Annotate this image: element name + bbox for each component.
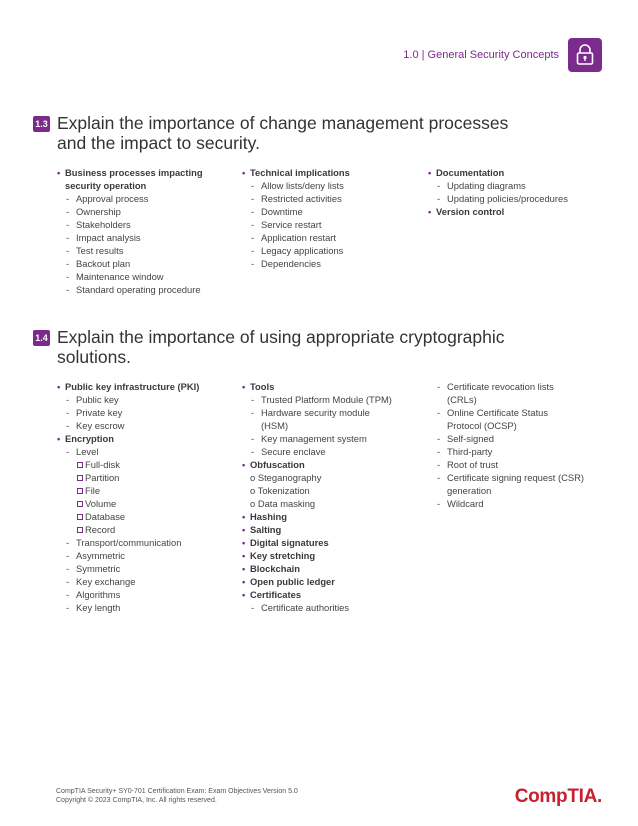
objective-subtopic: - Restricted activities <box>242 192 350 205</box>
objective-title-line: Explain the importance of using appropriate cryptographic <box>57 327 505 347</box>
objective-subtopic: - Root of trust <box>428 458 613 471</box>
objective-subtopic: o Tokenization <box>250 485 310 496</box>
objective-subtopic: - Algorithms <box>57 588 199 601</box>
objective-subtopic: - Application restart <box>242 231 350 244</box>
objective-subtopic: - Standard operating procedure <box>57 283 203 296</box>
objective-subtopic: - Legacy applications <box>242 244 350 257</box>
objective-topic: • Salting <box>242 523 392 536</box>
objective-topic: • Blockchain <box>242 562 392 575</box>
objective-subtopic: - Ownership <box>57 205 203 218</box>
objective-subtopic: - Private key <box>57 406 199 419</box>
objective-number-badge: 1.3 <box>33 116 50 132</box>
objective-column <box>242 380 392 614</box>
objective-subtopic: - Test results <box>57 244 203 257</box>
objective-subtopic: - Allow lists/deny lists <box>242 179 350 192</box>
objective-title-row <box>33 327 618 367</box>
objective-section-1-3 <box>33 113 618 295</box>
objective-subtopic: File <box>57 484 199 497</box>
objective-subtopic: - Certificate authorities <box>242 601 392 614</box>
objective-subtopic: - Backout plan <box>57 257 203 270</box>
objective-topic: security operation <box>65 180 147 191</box>
objective-topic: • Business processes impacting <box>57 166 203 179</box>
objective-topic: • Obfuscation <box>242 458 392 471</box>
objective-subtopic: - Certificate signing request (CSR) <box>428 471 613 484</box>
objective-subtopic: Volume <box>57 497 199 510</box>
objective-subtopic: Full-disk <box>57 458 199 471</box>
objective-subtopic: generation <box>447 485 492 496</box>
objective-subtopic: - Updating policies/procedures <box>428 192 568 205</box>
objective-title <box>57 327 618 367</box>
lock-icon <box>568 38 602 72</box>
objective-subtopic: - Asymmetric <box>57 549 199 562</box>
objective-subtopic: - Approval process <box>57 192 203 205</box>
objective-topic: • Public key infrastructure (PKI) <box>57 380 199 393</box>
objective-subtopic: - Key exchange <box>57 575 199 588</box>
objective-subtopic: (HSM) <box>261 420 289 431</box>
objective-subtopic: - Key management system <box>242 432 392 445</box>
objective-subtopic: - Wildcard <box>428 497 613 510</box>
objective-subtopic: - Key length <box>57 601 199 614</box>
objective-topic: • Open public ledger <box>242 575 392 588</box>
objective-topic: • Key stretching <box>242 549 392 562</box>
objective-title-line: solutions. <box>57 347 131 367</box>
objective-subtopic: - Level <box>57 445 199 458</box>
objective-subtopic: - Impact analysis <box>57 231 203 244</box>
objective-subtopic: - Updating diagrams <box>428 179 568 192</box>
objective-subtopic: - Third-party <box>428 445 613 458</box>
objective-column <box>428 380 613 510</box>
objective-title-row <box>33 113 618 153</box>
objective-subtopic: - Self-signed <box>428 432 613 445</box>
objective-subtopic: - Trusted Platform Module (TPM) <box>242 393 392 406</box>
objective-title-line: Explain the importance of change management processes <box>57 113 509 133</box>
objective-topic: • Documentation <box>428 166 568 179</box>
objective-column <box>57 380 199 614</box>
objective-subtopic: - Key escrow <box>57 419 199 432</box>
comptia-logo: CompTIA. <box>514 786 602 807</box>
objective-subtopic: o Data masking <box>250 498 316 509</box>
objective-topic: • Hashing <box>242 510 392 523</box>
page-header <box>403 38 602 72</box>
page-footer <box>56 787 298 805</box>
objective-topic: • Encryption <box>57 432 199 445</box>
objective-topic: • Digital signatures <box>242 536 392 549</box>
objective-subtopic: - Secure enclave <box>242 445 392 458</box>
objective-topic: • Version control <box>428 205 568 218</box>
objective-column <box>242 166 350 270</box>
objective-column <box>428 166 568 218</box>
objective-subtopic: (CRLs) <box>447 394 477 405</box>
objective-subtopic: Database <box>57 510 199 523</box>
objective-subtopic: - Dependencies <box>242 257 350 270</box>
objective-topic: • Certificates <box>242 588 392 601</box>
objective-subtopic: - Transport/communication <box>57 536 199 549</box>
objective-subtopic: - Certificate revocation lists <box>428 380 613 393</box>
objective-subtopic: Protocol (OCSP) <box>447 420 517 431</box>
objective-subtopic: - Symmetric <box>57 562 199 575</box>
objective-subtopic: - Service restart <box>242 218 350 231</box>
objective-topic: • Technical implications <box>242 166 350 179</box>
objective-subtopic: - Hardware security module <box>242 406 392 419</box>
objective-subtopic: Partition <box>57 471 199 484</box>
header-domain-label: 1.0 | General Security Concepts <box>403 49 559 61</box>
objective-subtopic: o Steganography <box>250 472 322 483</box>
lock-icon-glyph <box>576 44 594 66</box>
objective-subtopic: Record <box>57 523 199 536</box>
objective-number-badge: 1.4 <box>33 330 50 346</box>
objective-subtopic: - Online Certificate Status <box>428 406 613 419</box>
objective-section-1-4 <box>33 327 618 613</box>
objective-topic: • Tools <box>242 380 392 393</box>
objective-subtopic: - Downtime <box>242 205 350 218</box>
footer-exam-line: CompTIA Security+ SY0-701 Certification Exam: Exam Objectives Version 5.0 <box>56 788 298 795</box>
objective-column <box>57 166 203 296</box>
objective-subtopic: - Maintenance window <box>57 270 203 283</box>
objective-title-line: and the impact to security. <box>57 133 260 153</box>
objective-subtopic: - Stakeholders <box>57 218 203 231</box>
footer-copyright: Copyright © 2023 CompTIA, Inc. All rights reserved. <box>56 797 217 804</box>
objective-subtopic: - Public key <box>57 393 199 406</box>
objective-title <box>57 113 618 153</box>
